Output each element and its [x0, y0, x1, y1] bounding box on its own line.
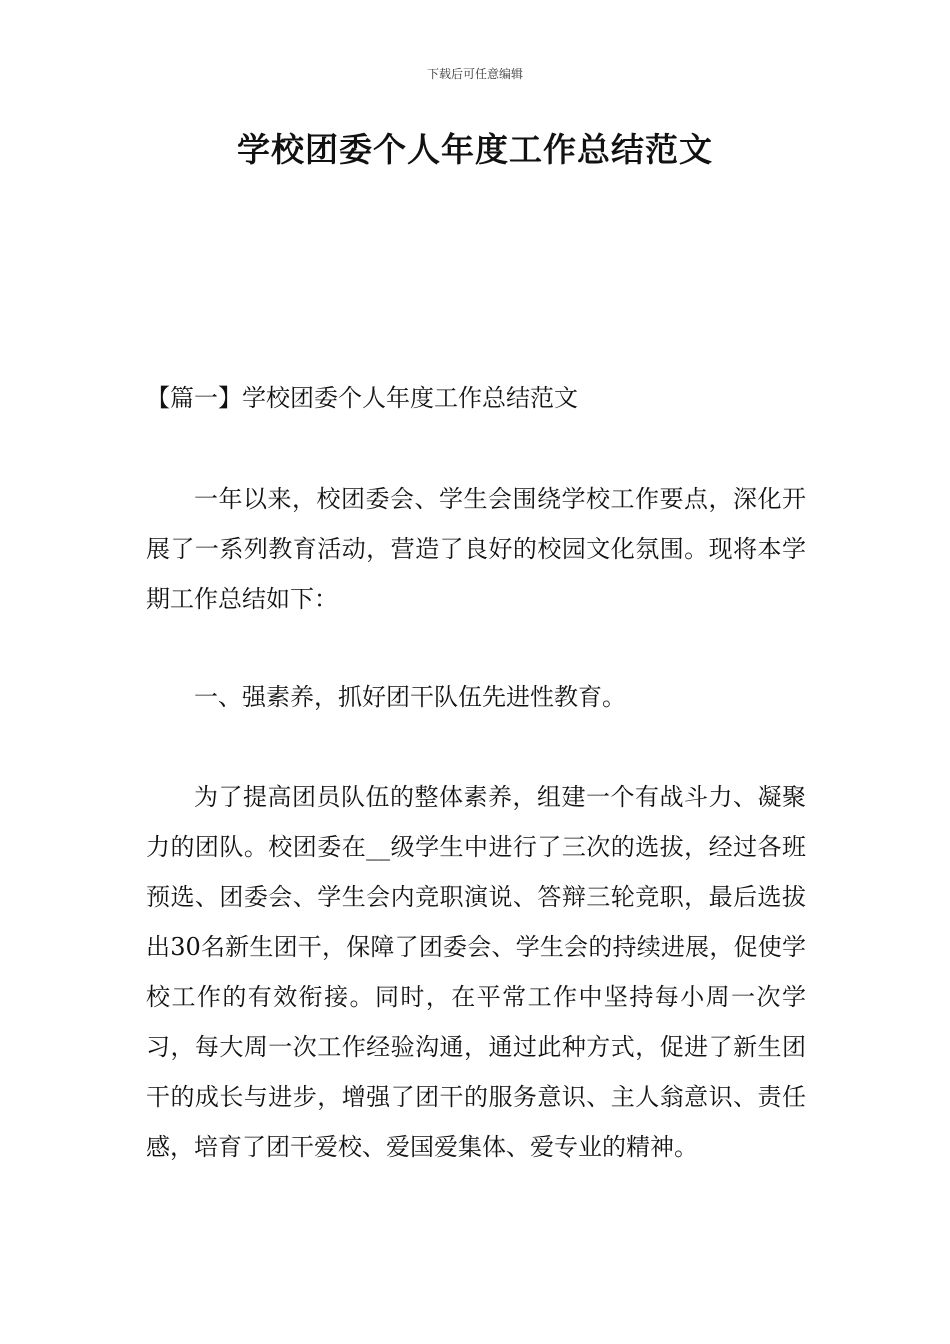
- paragraph-subheading: 一、强素养，抓好团干队伍先进性教育。: [194, 683, 626, 711]
- paragraph-intro: 一年以来，校团委会、学生会围绕学校工作要点，深化开展了一系列教育活动，营造了良好的校园文化氛围。现将本学期工作总结如下：: [146, 485, 806, 613]
- document-title: 学校团委个人年度工作总结范文: [237, 130, 713, 169]
- paragraph-body: 为了提高团员队伍的整体素养，组建一个有战斗力、凝聚力的团队。校团委在__级学生中进行了三次的选拔，经过各班预选、团委会、学生会内竞职演说、答辩三轮竞职，最后选拔出30名新生团干，保障了团委会、学生会的持续进展，促使学校工作的有效衔接。同时，在平常工作中坚持每小周一次学习，每大周一次工作经验沟通，通过此种方式，促进了新生团干的成长与进步，增强了团干的服务意识、主人翁意识、责任感，培育了团干爱校、爱国爱集体、爱专业的精神。: [146, 783, 806, 1161]
- section-heading: 【篇一】学校团委个人年度工作总结范文: [146, 384, 578, 412]
- header-note: 下载后可任意编辑: [426, 67, 523, 81]
